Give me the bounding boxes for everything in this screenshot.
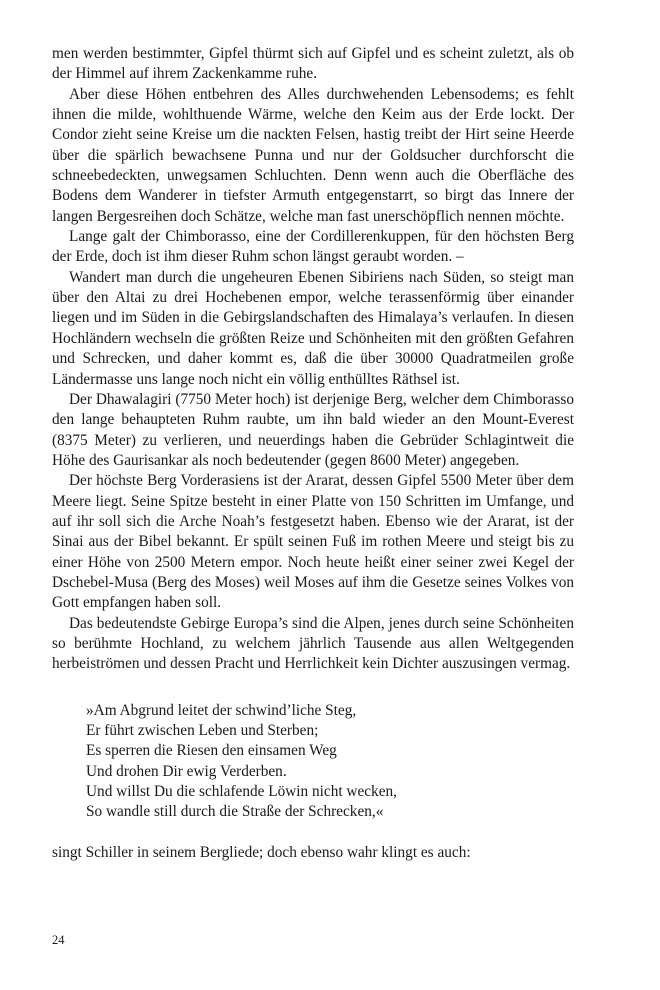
verse-line: »Am Abgrund leitet der schwind’liche Steg, [86, 701, 357, 719]
verse-line: Er führt zwischen Leben und Sterben; [86, 722, 319, 739]
paragraph: Wandert man durch die ungeheuren Ebenen Sibiriens nach Süden, so steigt man über den Altai zu drei Hochebenen empor, welche terassenförmig über einander liegen und im Süden in die Gebirgslandschaften des Himalaya’s verlaufen. In diesen Hochländern wechseln die größten Reize und Schönheiten mit den größten Gefahren und Schrecken, und daher kommt es, daß die über 30000 Quadratmeilen große Ländermasse uns lange noch nicht ein völlig enthülltes Räthsel ist. [52, 268, 574, 388]
paragraph: Das bedeutendste Gebirge Europa’s sind die Alpen, jenes durch seine Schönheiten so berühmte Hochland, zu welchem jährlich Tausende aus allen Weltgegenden herbeiströmen und dessen Pracht und Herrlichkeit kein Dichter auszusingen vermag. [52, 614, 574, 673]
verse-line: Es sperren die Riesen den einsamen Weg [86, 742, 337, 760]
paragraph: Aber diese Höhen entbehren des Alles durchwehenden Lebensodems; es fehlt ihnen die milde, wohlthuende Wärme, welche den Keim aus der Erde lockt. Der Condor zieht seine Kreise um die nackten Felsen, hastig treibt der Hirt seine Heerde über die spärlich bewachsene Punna und nur der Goldsucher durchforscht die schneebedeckten, unwegsamen Schluchten. Denn wenn auch die Oberfläche des Bodens dem Wanderer in tiefster Armuth entgegenstarrt, so birgt das Innere der langen Bergesreihen doch Schätze, welche man fast unerschöpflich nennen möchte. [52, 85, 574, 225]
paragraph: Der höchste Berg Vorderasiens ist der Ararat, dessen Gipfel 5500 Meter über dem Meere liegt. Seine Spitze besteht in einer Platte von 150 Schritten im Umfange, und auf ihr soll sich die Arche Noah’s festgesetzt haben. Ebenso wie der Ararat, ist der Sinai aus der Bibel bekannt. Er spült seinen Fuß im rothen Meere und steigt bis zu einer Höhe von 2500 Metern empor. Noch heute heißt einer seiner zwei Kegel der Dschebel-Musa (Berg des Moses) weil Moses auf ihm die Gesetze seines Volkes von Gott empfangen haben soll. [52, 472, 574, 612]
book-page [52, 44, 574, 863]
after-verse-text: singt Schiller in seinem Bergliede; doch ebenso wahr klingt es auch: [52, 843, 471, 861]
paragraph: Lange galt der Chimborasso, eine der Cordillerenkuppen, für den höchsten Berg der Erde, doch ist ihm dieser Ruhm schon längst geraubt worden. – [52, 228, 574, 266]
page-number: 24 [52, 933, 65, 947]
verse-line: Und drohen Dir ewig Verderben. [86, 762, 287, 780]
verse-line: Und willst Du die schlafende Löwin nicht wecken, [86, 783, 397, 801]
paragraph: men werden bestimmter, Gipfel thürmt sich auf Gipfel und es scheint zuletzt, als ob der Himmel auf ihrem Zackenkamme ruhe. [52, 45, 574, 83]
paragraph: Der Dhawalagiri (7750 Meter hoch) ist derjenige Berg, welcher dem Chimborasso den lange behaupteten Ruhm raubte, um ihn bald wieder an den Mount-Everest (8375 Meter) zu verlieren, und neuerdings haben die Gebrüder Schlagintweit die Höhe des Gaurisankar als noch bedeutender (gegen 8600 Meter) angegeben. [52, 390, 574, 469]
verse-line: So wandle still durch die Straße der Schrecken,« [86, 803, 384, 821]
body-text [52, 44, 574, 675]
verse-quote [86, 701, 574, 823]
